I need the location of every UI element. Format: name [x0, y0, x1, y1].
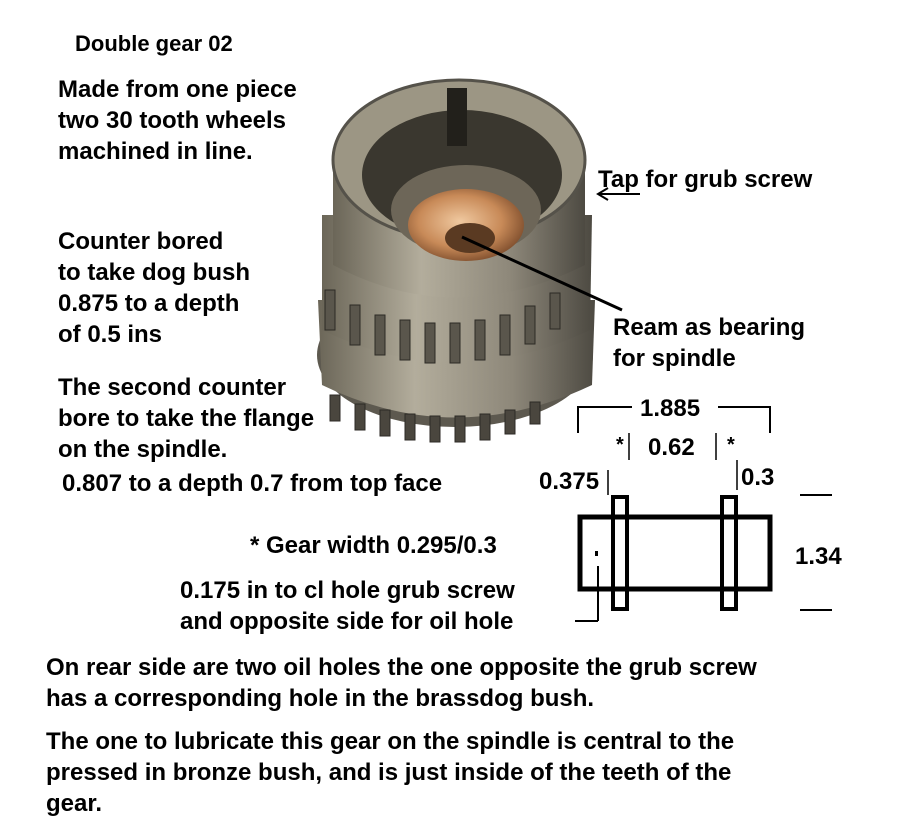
rear-note-line-1: On rear side are two oil holes the one opposite the grub screw	[46, 654, 757, 681]
grub-hole-mark	[595, 551, 598, 556]
dim-right-offset: 0.3	[741, 464, 775, 491]
ream-leader-line	[462, 237, 622, 310]
intro-line-2: two 30 tooth wheels	[58, 107, 287, 134]
tap-label: Tap for grub screw	[598, 166, 813, 193]
lube-note-line-3: gear.	[46, 790, 103, 817]
counterbore2-dims: 0.807 to a depth 0.7 from top face	[62, 470, 443, 497]
counterbore2-line-3: on the spindle.	[58, 436, 228, 463]
intro-line-3: machined in line.	[58, 138, 253, 165]
hole-note-line-1: 0.175 in to cl hole grub screw	[180, 577, 515, 604]
dim-star-left: *	[616, 434, 624, 456]
dim-star-right: *	[727, 434, 735, 456]
gear-ring-left	[613, 497, 627, 609]
gear-width-note: * Gear width 0.295/0.3	[250, 532, 497, 559]
hole-note-line-2: and opposite side for oil hole	[180, 608, 514, 635]
overall-dim-left	[578, 407, 632, 433]
spindle-body	[580, 517, 770, 589]
ream-line-1: Ream as bearing	[613, 314, 806, 341]
lube-note-line-2: pressed in bronze bush, and is just inside of the teeth of the	[46, 759, 732, 786]
gear-ring-right	[722, 497, 736, 609]
counterbore1-line-2: to take dog bush	[58, 259, 250, 286]
dim-between: 0.62	[648, 434, 695, 461]
lube-note-line-1: The one to lubricate this gear on the spindle is central to the	[46, 728, 735, 755]
counterbore2-line-1: The second counter	[58, 374, 287, 401]
counterbore2-line-2: bore to take the flange	[58, 405, 315, 432]
ream-line-2: for spindle	[613, 345, 736, 372]
counterbore1-line-3: 0.875 to a depth	[58, 290, 240, 317]
intro-line-1: Made from one piece	[58, 76, 297, 103]
dim-overall: 1.885	[640, 395, 701, 422]
overall-dim-right	[718, 407, 770, 433]
page-title: Double gear 02	[75, 31, 233, 56]
counterbore1-line-1: Counter bored	[58, 228, 224, 255]
dim-left-offset: 0.375	[539, 468, 600, 495]
dim-height: 1.34	[795, 543, 842, 570]
rear-note-line-2: has a corresponding hole in the brassdog bush.	[46, 685, 595, 712]
counterbore1-line-4: of 0.5 ins	[58, 321, 163, 348]
